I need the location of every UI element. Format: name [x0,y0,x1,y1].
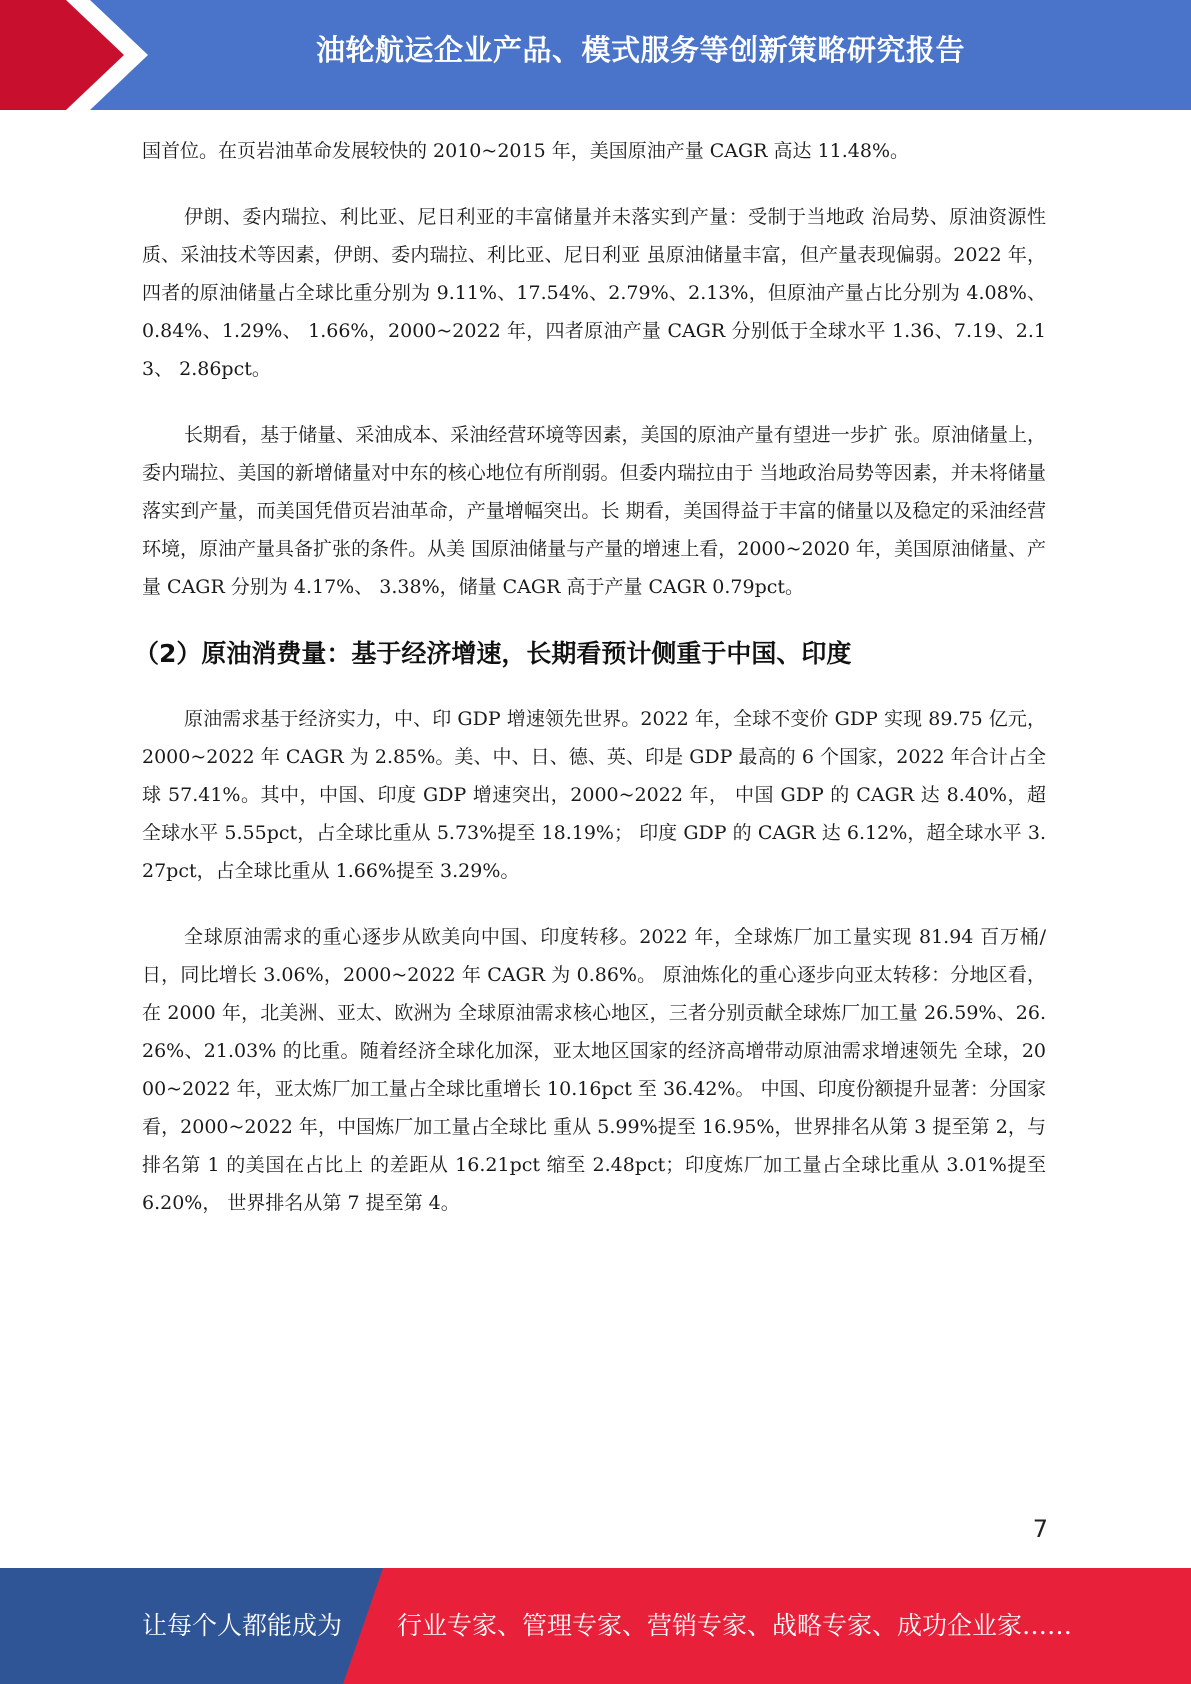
header-arrow-icon [0,0,150,110]
footer-slogan-right: 行业专家、管理专家、营销专家、战略专家、成功企业家…… [397,1611,1073,1640]
body-paragraph: 原油需求基于经济实力，中、印 GDP 增速领先世界。2022 年，全球不变价 GDP 实现 89.75 亿元，2000~2022 年 CAGR 为 2.85%。美、中、日、德、英、印是 GDP 最高的 6 个国家，2022 年合计占全球 57.41%。其中，中国、印度 GDP 增速突出，2000~2022 年， 中国 GDP 的 CAGR 达 8.40%，超全球水平 5.55pct，占全球比重从 5.73%提至 18.19%； 印度 GDP 的 CAGR 达 6.12%，超全球水平 3.27pct，占全球比重从 1.66%提至 3.29%。 [142,708,1046,882]
body-paragraph: 国首位。在页岩油革命发展较快的 2010~2015 年，美国原油产量 CAGR 高达 11.48%。 [142,140,910,162]
body-paragraph: 全球原油需求的重心逐步从欧美向中国、印度转移。2022 年，全球炼厂加工量实现 81.94 百万桶/日，同比增长 3.06%，2000~2022 年 CAGR 为 0.86%。 原油炼化的重心逐步向亚太转移：分地区看，在 2000 年，北美洲、亚太、欧洲为 全球原油需求核心地区，三者分别贡献全球炼厂加工量 26.59%、26.26%、21.03% 的比重。随着经济全球化加深，亚太地区国家的经济高增带动原油需求增速领先 全球，2000~2022 年，亚太炼厂加工量占全球比重增长 10.16pct 至 36.42%。 中国、印度份额提升显著：分国家看，2000~2022 年，中国炼厂加工量占全球比 重从 5.99%提至 16.95%，世界排名从第 3 提至第 2，与排名第 1 的美国在占比上 的差距从 16.21pct 缩至 2.48pct；印度炼厂加工量占全球比重从 3.01%提至 6.20%， 世界排名从第 7 提至第 4。 [142,926,1046,1214]
page-header [0,0,1191,110]
section-heading: （2）原油消费量：基于经济增速，长期看预计侧重于中国、印度 [134,639,852,668]
body-paragraph: 长期看，基于储量、采油成本、采油经营环境等因素，美国的原油产量有望进一步扩 张。原油储量上，委内瑞拉、美国的新增储量对中东的核心地位有所削弱。但委内瑞拉由于 当地政治局势等因素，并未将储量落实到产量，而美国凭借页岩油革命，产量增幅突出。长 期看，美国得益于丰富的储量以及稳定的采油经营环境，原油产量具备扩张的条件。从美 国原油储量与产量的增速上看，2000~2020 年，美国原油储量、产量 CAGR 分别为 4.17%、 3.38%，储量 CAGR 高于产量 CAGR 0.79pct。 [142,424,1046,598]
footer-slogan-left: 让每个人都能成为 [142,1611,343,1640]
document-body [134,132,1046,1222]
page-number: 7 [1032,1515,1048,1543]
page-footer [0,1568,1191,1684]
report-title: 油轮航运企业产品、模式服务等创新策略研究报告 [315,33,965,67]
body-paragraph: 伊朗、委内瑞拉、利比亚、尼日利亚的丰富储量并未落实到产量：受制于当地政 治局势、原油资源性质、采油技术等因素，伊朗、委内瑞拉、利比亚、尼日利亚 虽原油储量丰富，但产量表现偏弱。2022 年，四者的原油储量占全球比重分别为 9.11%、17.54%、2.79%、2.13%，但原油产量占比分别为 4.08%、0.84%、1.29%、 1.66%，2000~2022 年，四者原油产量 CAGR 分别低于全球水平 1.36、7.19、2.13、 2.86pct。 [142,206,1046,380]
